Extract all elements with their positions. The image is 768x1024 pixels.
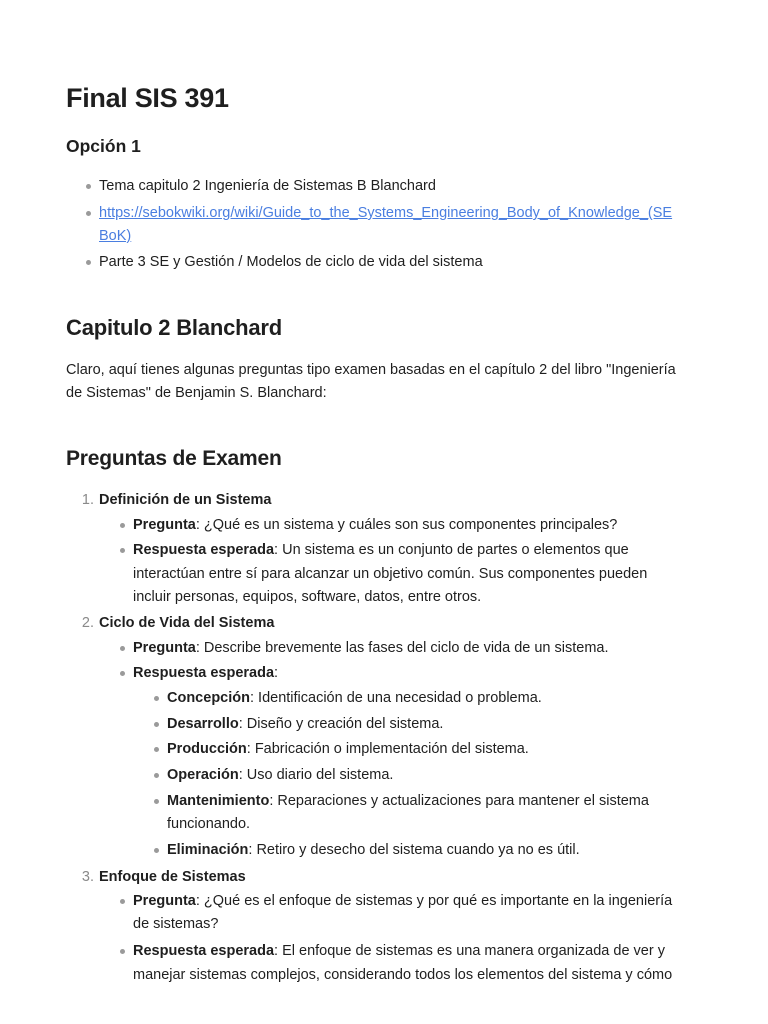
sebok-link[interactable]: https://sebokwiki.org/wiki/Guide_to_the_Systems_Engineering_Body_of_Knowledge_(SE	[99, 205, 673, 221]
question-respuesta: Respuesta esperada:	[133, 665, 279, 681]
question-respuesta: Respuesta esperada: El enfoque de sistemas es una manera organizada de ver y	[133, 943, 665, 959]
question-respuesta-line2: manejar sistemas complejos, considerando todos los elementos del sistema y cómo	[133, 967, 673, 983]
bullet-icon	[120, 899, 125, 904]
question-respuesta-line3: incluir personas, equipos, software, datos, entre otros.	[133, 589, 482, 605]
list-number: 1.	[81, 492, 94, 508]
phase-item: Eliminación: Retiro y desecho del sistema cuando ya no es útil.	[167, 842, 580, 858]
question-respuesta: Respuesta esperada: Un sistema es un conjunto de partes o elementos que	[133, 542, 629, 558]
phase-item: Producción: Fabricación o implementación del sistema.	[167, 741, 529, 757]
bullet-icon	[154, 722, 159, 727]
option-item-topic: Tema capitulo 2 Ingeniería de Sistemas B Blanchard	[99, 178, 436, 194]
phase-item-continued: funcionando.	[167, 816, 251, 832]
chapter-heading: Capitulo 2 Blanchard	[66, 315, 283, 340]
bullet-icon	[120, 671, 125, 676]
list-number: 2.	[81, 615, 94, 631]
phase-item: Mantenimiento: Reparaciones y actualizaciones para mantener el sistema	[167, 793, 649, 809]
question-pregunta-line2: de sistemas?	[133, 916, 219, 932]
question-title: Definición de un Sistema	[99, 492, 272, 508]
question-title: Ciclo de Vida del Sistema	[99, 615, 275, 631]
bullet-icon	[154, 848, 159, 853]
phase-item: Concepción: Identificación de una necesidad o problema.	[167, 690, 542, 706]
bullet-icon	[120, 949, 125, 954]
question-title: Enfoque de Sistemas	[99, 869, 246, 885]
bullet-icon	[120, 548, 125, 553]
bullet-icon	[86, 211, 91, 216]
phase-item: Desarrollo: Diseño y creación del sistema.	[167, 716, 444, 732]
question-respuesta-line2: interactúan entre sí para alcanzar un objetivo común. Sus componentes pueden	[133, 566, 648, 582]
bullet-icon	[86, 184, 91, 189]
bullet-icon	[154, 696, 159, 701]
option-item-part: Parte 3 SE y Gestión / Modelos de ciclo de vida del sistema	[99, 254, 483, 270]
question-pregunta: Pregunta: ¿Qué es un sistema y cuáles son sus componentes principales?	[133, 517, 618, 533]
sebok-link-continued[interactable]: BoK)	[99, 228, 132, 244]
bullet-icon	[120, 523, 125, 528]
chapter-intro-line1: Claro, aquí tienes algunas preguntas tipo examen basadas en el capítulo 2 del libro "Ingeniería	[66, 362, 676, 378]
question-pregunta: Pregunta: Describe brevemente las fases del ciclo de vida de un sistema.	[133, 640, 609, 656]
bullet-icon	[154, 773, 159, 778]
bullet-icon	[154, 799, 159, 804]
chapter-intro-line2: de Sistemas" de Benjamin S. Blanchard:	[66, 385, 327, 401]
bullet-icon	[86, 260, 91, 265]
question-pregunta: Pregunta: ¿Qué es el enfoque de sistemas y por qué es importante en la ingeniería	[133, 893, 673, 909]
exam-heading: Preguntas de Examen	[66, 447, 282, 470]
page-title: Final SIS 391	[66, 83, 229, 113]
bullet-icon	[120, 646, 125, 651]
option-heading: Opción 1	[66, 136, 141, 156]
list-number: 3.	[81, 869, 94, 885]
phase-item: Operación: Uso diario del sistema.	[167, 767, 394, 783]
bullet-icon	[154, 747, 159, 752]
